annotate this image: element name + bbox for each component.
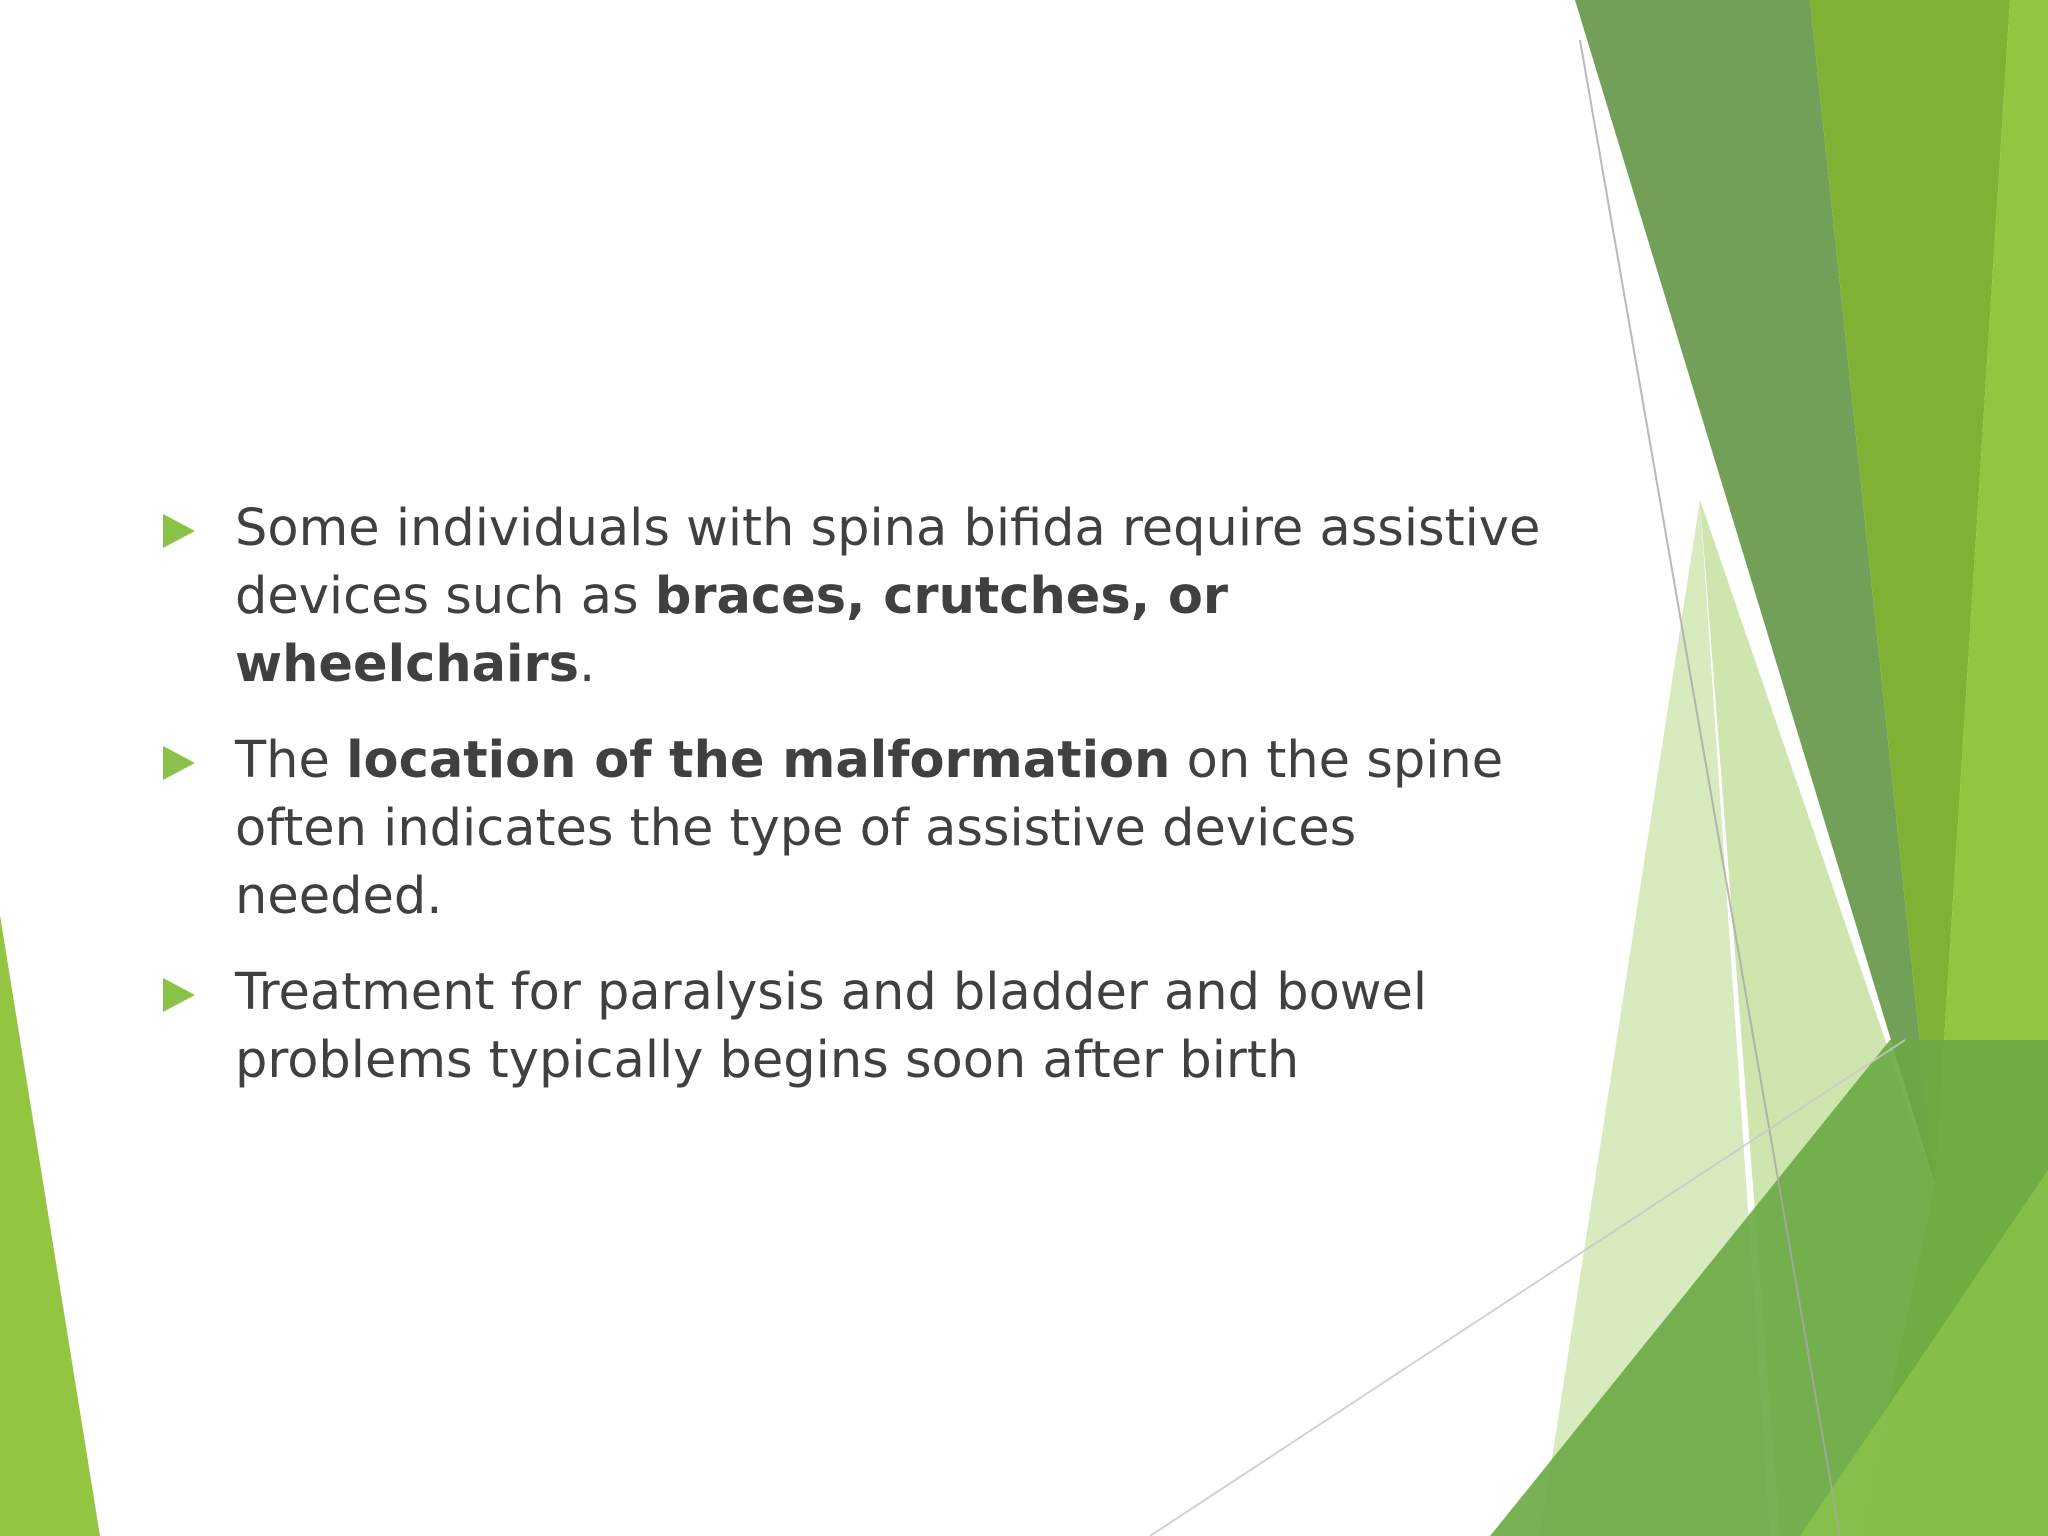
- triangle-right-icon: [163, 746, 195, 780]
- left-green-shape: [0, 915, 100, 1536]
- triangle-right-icon: [163, 514, 195, 548]
- bullet-text-bold-segment: location of the malformation: [346, 731, 1171, 790]
- bullet-text-segment: The: [235, 731, 347, 790]
- bullet-text-segment: .: [579, 635, 596, 694]
- bullet-item: [155, 495, 1575, 699]
- bullet-text: [235, 731, 1503, 926]
- bullet-item: [155, 727, 1575, 931]
- bullet-text: [235, 963, 1427, 1090]
- bullet-text-segment: Treatment for paralysis and bladder and bowel problems typically begins soon after birth: [235, 963, 1428, 1090]
- bullet-item: [155, 959, 1575, 1095]
- bullet-text-bold-segment: braces, crutches, or wheelchairs: [235, 567, 1229, 694]
- bullet-text: [235, 499, 1540, 694]
- triangle-right-icon: [163, 978, 195, 1012]
- bullet-text-segment: on the spine often indicates the type of assistive devices needed.: [235, 731, 1504, 926]
- bullet-text-segment: Some individuals with spina bifida require assistive devices such as: [235, 499, 1541, 626]
- bullet-list: [155, 495, 1575, 1123]
